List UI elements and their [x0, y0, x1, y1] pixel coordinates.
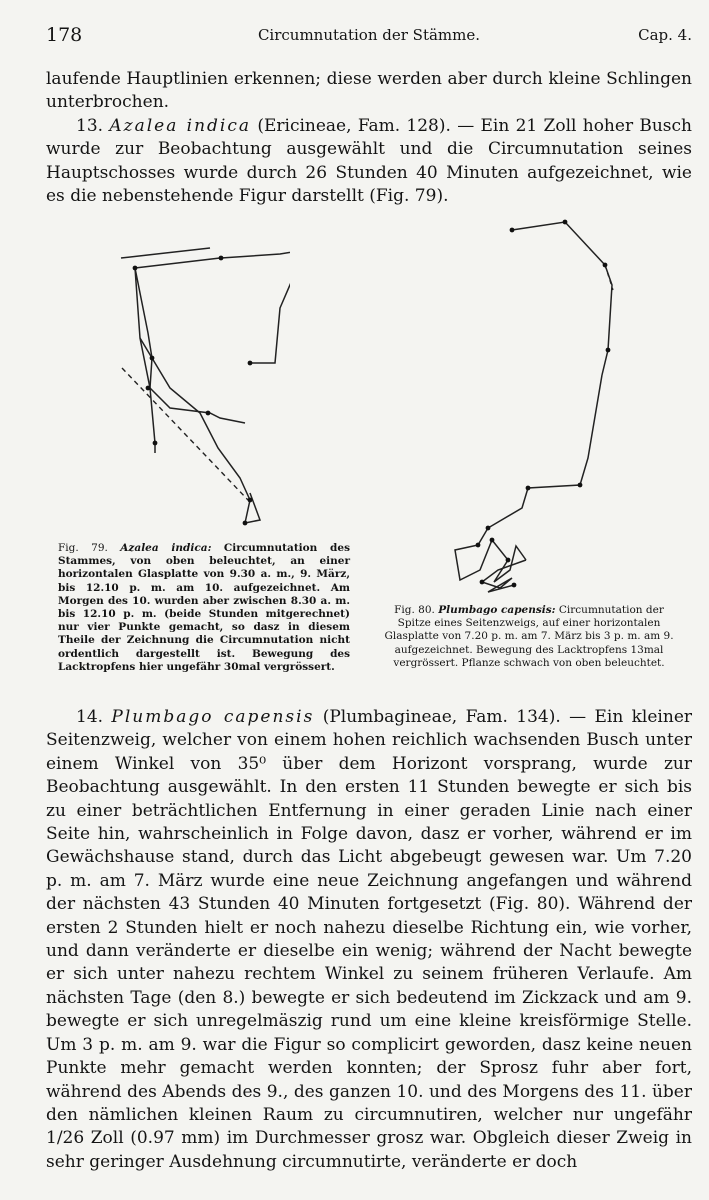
figure-80-label: Fig. 80.	[394, 604, 435, 616]
intro-paragraph: laufende Hauptlinien erkennen; diese werden aber durch kleine Schlingen unterbrochen.	[46, 69, 692, 113]
body-bottom	[46, 706, 692, 1174]
figure-79-label: Fig. 79.	[58, 542, 108, 554]
chapter-label: Cap. 4.	[638, 26, 692, 44]
page-header	[46, 24, 692, 50]
section-14-paragraph	[46, 706, 692, 1174]
figure-79-species: Azalea indica:	[120, 542, 212, 554]
section-13-paragraph	[46, 115, 692, 209]
figure-80-caption	[383, 604, 675, 670]
section-14-number: 14.	[76, 707, 104, 727]
figure-79-caption-text: Circumnutation des Stammes, von oben beleuchtet, an einer horizontalen Glasplatte von 9.30 a. m., 9. März, bis 12.10 p. m. am 10. aufgezeichnet. Am Morgen des 10. wurden aber zwischen 8.30 a. m. bis 12.10 p. m. (beide Stunden mitgerechnet) nur vier Punkte gemacht, so dasz in diesem Theile der Zeichnung die Circumnutation nicht ordentlich dargestellt ist. Bewegung des Lacktropfens hier ungefähr 30mal vergrössert.	[58, 542, 350, 673]
section-13-text: (Ericineae, Fam. 128). — Ein 21 Zoll hoher Busch wurde zur Beobachtung ausgewählt und die Circumnutation seines Hauptschosses wurde durch 26 Stunden 40 Minuten aufgezeichnet, wie es die nebenstehende Figur darstellt (Fig. 79).	[46, 115, 693, 207]
section-14-species: Plumbago capensis	[111, 707, 315, 727]
section-13-species: Azalea indica	[109, 115, 252, 136]
body-top	[46, 68, 692, 208]
figure-79-tracing	[100, 238, 290, 538]
figure-80-caption-text: Circumnutation der Spitze eines Seitenzweigs, auf einer horizontalen Glasplatte von 7.20 p. m. am 7. März bis 3 p. m. am 9. aufgezeichnet. Bewegung des Lacktropfens 13mal vergrössert. Pflanze schwach von oben beleuchtet.	[384, 604, 674, 669]
section-14-text: (Plumbagineae, Fam. 134). — Ein kleiner Seitenzweig, welcher von einem hohen reichlich wachsenden Busch unter einem Winkel von 35⁰ über dem Horizont vorsprang, wurde zur Beobachtung ausgewählt. In den ersten 11 Stunden bewegte er sich bis zu einer beträchtlichen Entfernung in einer geraden Linie nach einer Seite hin, wahrscheinlich in Folge davon, dasz er vorher, während er im Gewächshause stand, durch das Licht abgebeugt gewesen war. Um 7.20 p. m. am 7. März wurde eine neue Zeichnung angefangen und während der nächsten 43 Stunden 40 Minuten fortgesetzt (Fig. 80). Während der ersten 2 Stunden hielt er noch nahezu dieselbe Richtung ein, wie vorher, und dann veränderte er dieselbe ein wenig; während der Nacht bewegte er sich unter nahezu rechtem Winkel zu seinem früheren Verlaufe. Am nächsten Tage (den 8.) bewegte er sich bedeutend im Zickzack und am 9. bewegte er sich unregelmäszig rund um eine kleine kreisförmige Stelle. Um 3 p. m. am 9. war die Figur so complicirt geworden, dasz keine neuen Punkte mehr gemacht werden konnten; der Sprosz fuhr aber fort, während des Abends des 9., des ganzen 10. und des Morgens des 11. über den nämlichen kleinen Raum zu circumnutiren, welcher nur ungefähr 1/26 Zoll (0.97 mm) im Durchmesser grosz war. Obgleich dieser Zweig in sehr geringer Ausdehnung circumnutirte, veränderte er doch	[46, 707, 693, 1172]
running-title: Circumnutation der Stämme.	[257, 26, 481, 44]
figure-79-caption	[58, 542, 350, 674]
figure-80-tracing	[420, 210, 630, 600]
figure-80	[420, 210, 630, 600]
page-number: 178	[46, 24, 83, 46]
section-13-number: 13.	[76, 115, 104, 136]
figure-79	[100, 238, 290, 538]
figure-80-species: Plumbago capensis:	[438, 604, 556, 616]
